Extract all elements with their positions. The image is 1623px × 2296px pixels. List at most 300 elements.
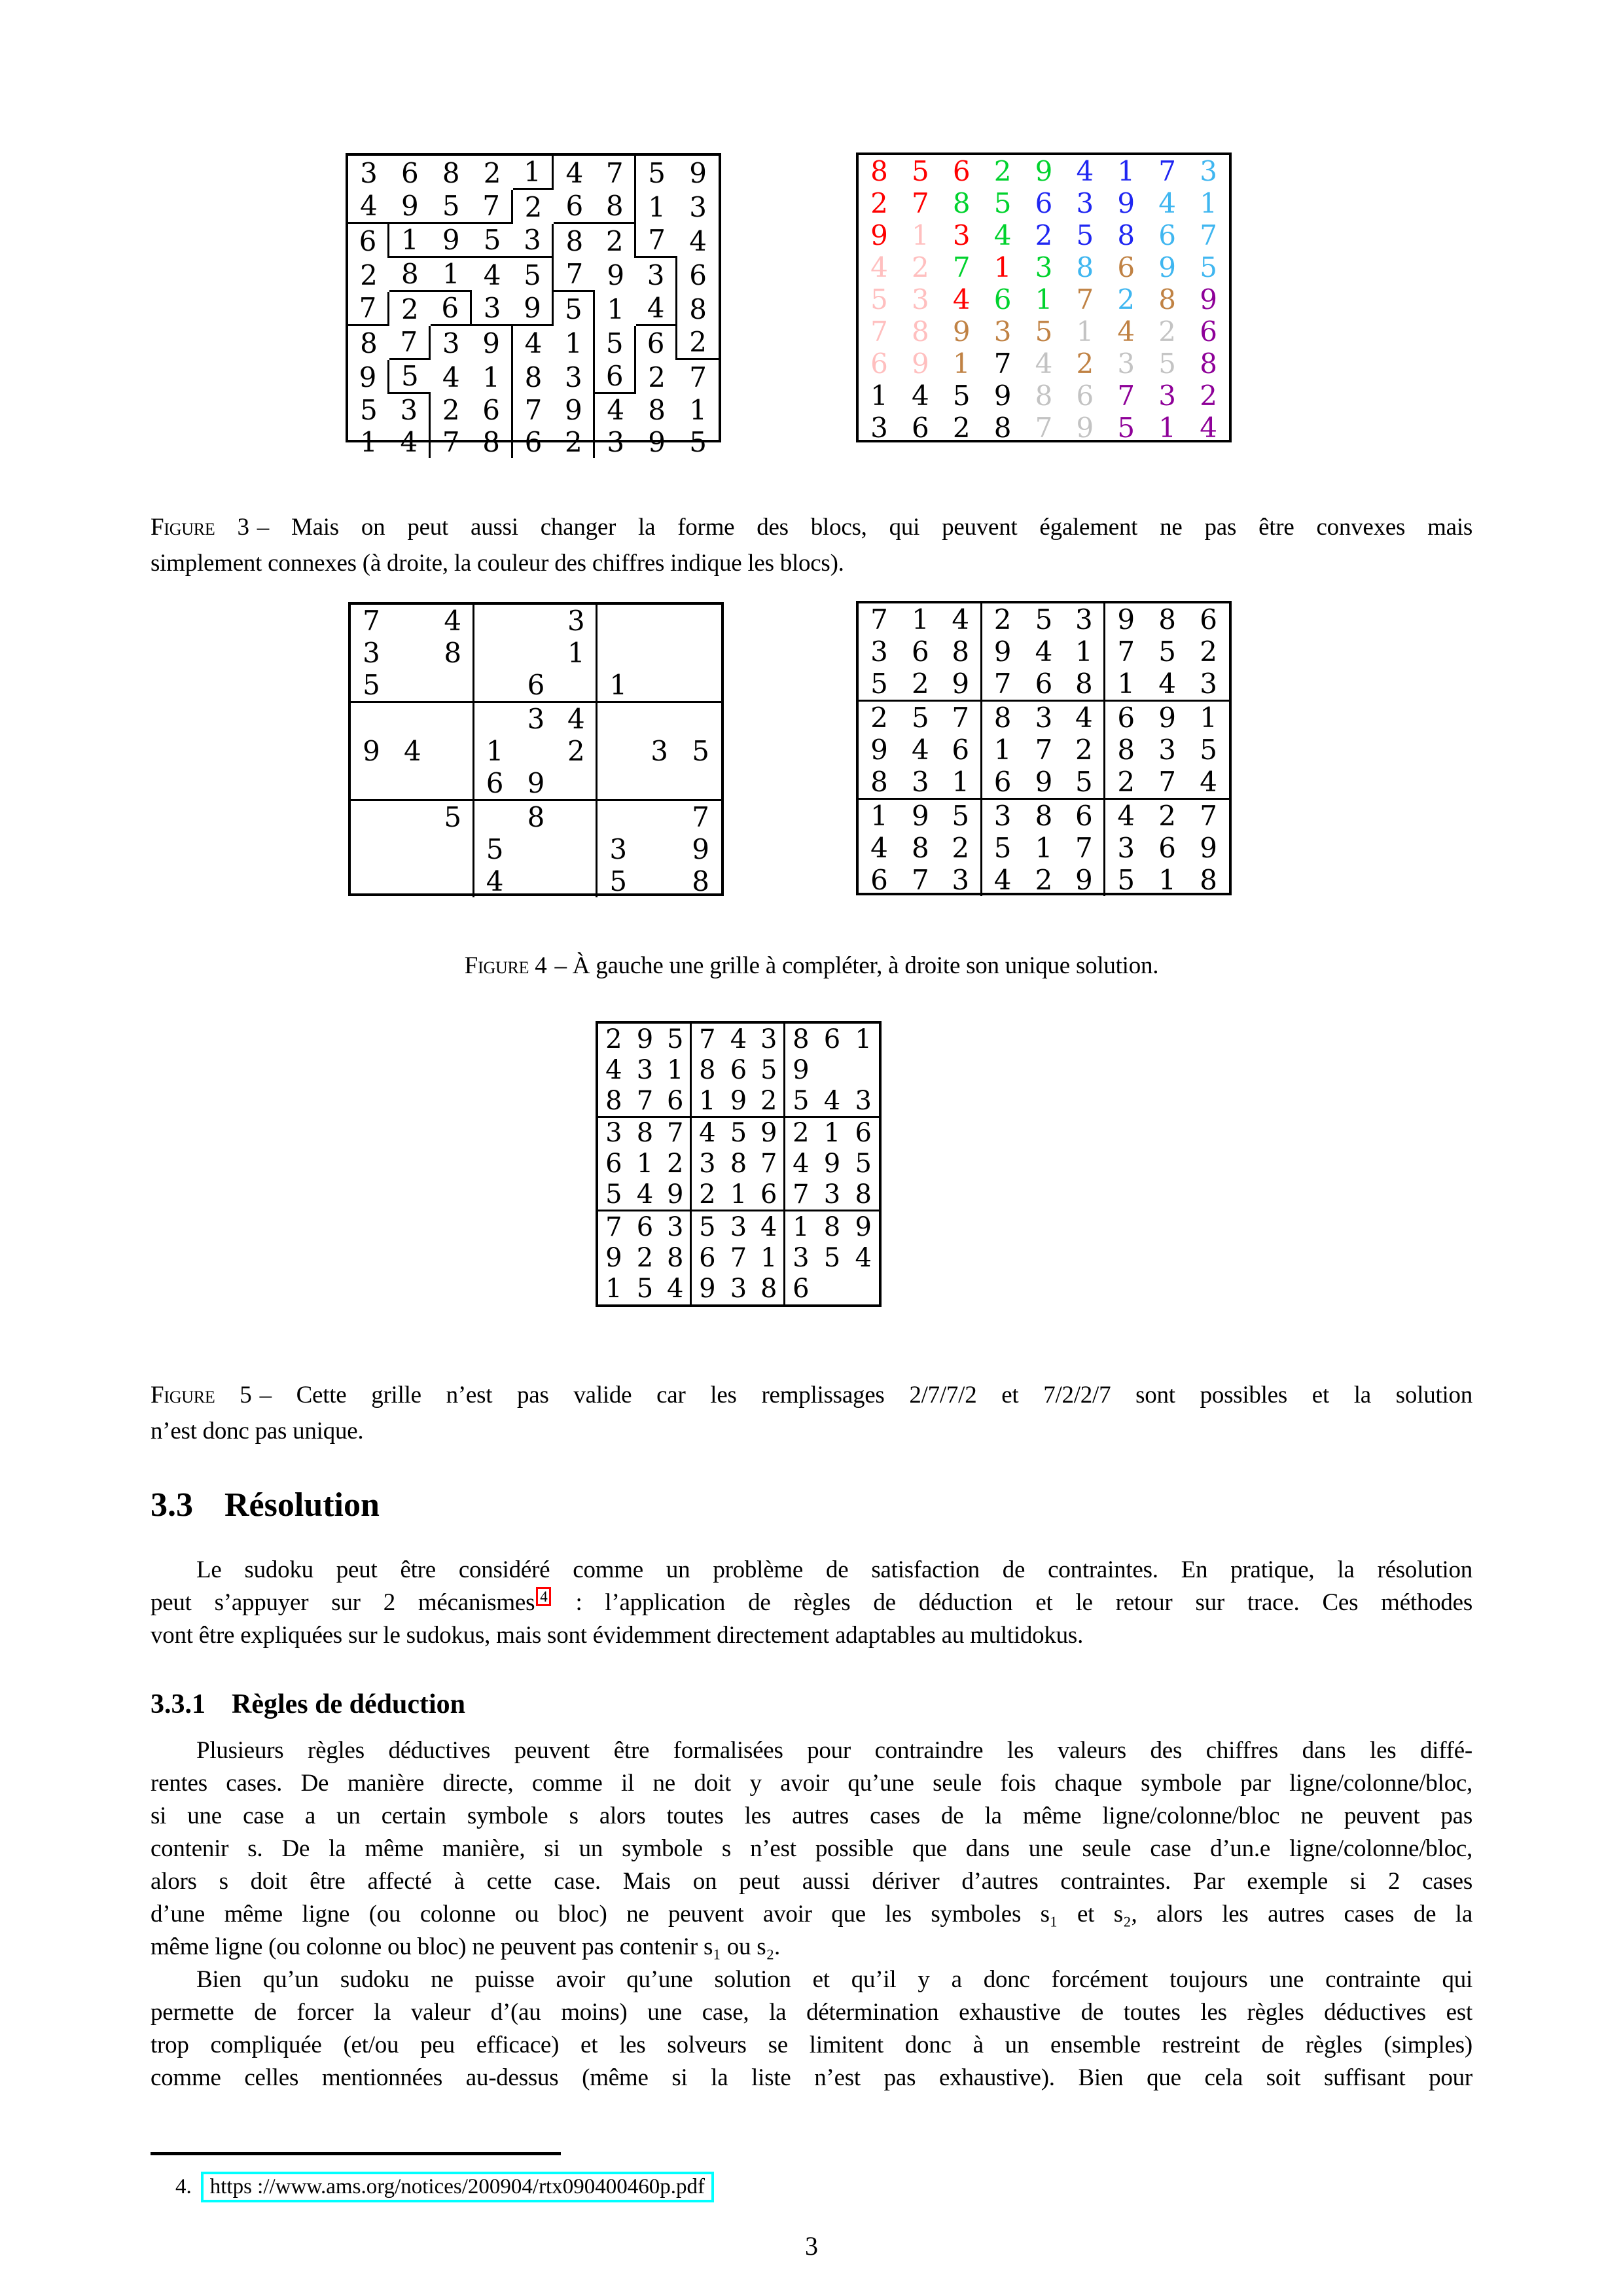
sudoku-cell: 2 — [360, 259, 378, 291]
sudoku-cell: 2 — [648, 361, 666, 393]
sudoku-cell: 8 — [524, 361, 543, 393]
sudoku-cell: 2 — [911, 251, 929, 283]
sudoku-cell: 1 — [870, 800, 888, 832]
sudoku-cell: 2 — [754, 1086, 785, 1118]
sudoku-cell: 1 — [554, 326, 595, 360]
sudoku-cell: 5 — [911, 155, 929, 187]
sudoku-cell: 4 — [1117, 315, 1135, 348]
figure4-caption-text: – À gauche une grille à compléter, à droite son unique solution. — [554, 952, 1159, 979]
sudoku-cell — [556, 833, 597, 865]
sudoku-cell: 7 — [870, 315, 888, 348]
sudoku-cell — [433, 767, 474, 801]
footnote-url-link[interactable]: https ://www.ams.org/notices/200904/rtx090400460p.pdf — [201, 2172, 714, 2202]
sudoku-cell: 1 — [692, 1086, 723, 1118]
sudoku-cell: 5 — [993, 187, 1012, 219]
sudoku-cell — [639, 865, 680, 897]
sudoku-cell: 4 — [855, 1243, 872, 1274]
sudoku-cell: 9 — [723, 1086, 755, 1118]
sudoku-cell: 4 — [689, 224, 707, 257]
sudoku-cell: 9 — [870, 734, 888, 766]
sudoku-cell: 1 — [870, 380, 888, 412]
sudoku-cell: 5 — [648, 156, 666, 189]
sudoku-cell: 3 — [660, 1211, 692, 1242]
body-text-line: d’une même ligne (ou colonne ou bloc) ne peuvent avoir que les symboles s₁ et s₂, alors les autres cases de la — [151, 1901, 1472, 1928]
sudoku-cell: 4 — [1117, 800, 1135, 832]
figure3-colored-digits-sudoku-grid — [856, 152, 1232, 442]
sudoku-cell: 9 — [648, 426, 666, 458]
body-text-line: rentes cases. De manière directe, comme il ne doit y avoir qu’une seule fois chaque symbole par ligne/colonne/bloc, — [151, 1770, 1472, 1797]
sudoku-cell — [433, 669, 474, 703]
sudoku-cell: 6 — [524, 426, 543, 458]
figure5-caption-label: Figure 5 — [151, 1382, 252, 1408]
sudoku-cell: 2 — [605, 1024, 622, 1054]
sudoku-cell: 8 — [793, 1024, 810, 1054]
body-text-line: contenir s. De la même manière, si un symbole s n’est possible que dans une seule case d’un.e ligne/colonne/bloc, — [151, 1835, 1472, 1862]
sudoku-cell: 8 — [1076, 251, 1094, 283]
sudoku-cell: 9 — [1158, 702, 1177, 734]
sudoku-cell: 3 — [952, 219, 971, 251]
sudoku-cell: 1 — [1035, 283, 1053, 315]
sudoku-cell: 2 — [554, 426, 595, 458]
sudoku-cell: 7 — [785, 1179, 817, 1211]
sudoku-cell: 1 — [607, 293, 625, 325]
sudoku-cell: 3 — [556, 605, 597, 637]
sudoku-cell: 1 — [793, 1211, 810, 1242]
sudoku-cell: 5 — [595, 326, 636, 360]
sudoku-cell — [597, 605, 639, 637]
sudoku-cell: 6 — [474, 767, 516, 801]
sudoku-cell: 5 — [754, 1054, 785, 1085]
sudoku-cell: 4 — [754, 1211, 785, 1242]
sudoku-cell — [351, 833, 392, 865]
sudoku-cell: 1 — [1117, 155, 1135, 187]
sudoku-cell: 2 — [1105, 766, 1147, 800]
sudoku-cell: 9 — [692, 833, 709, 865]
sudoku-cell — [680, 637, 721, 669]
sudoku-cell: 5 — [554, 292, 595, 326]
sudoku-cell: 9 — [823, 1149, 841, 1179]
sudoku-cell: 9 — [1024, 766, 1065, 800]
paragraph-deduction-rules — [151, 1734, 1472, 1964]
sudoku-cell — [597, 637, 639, 669]
sudoku-cell: 8 — [433, 637, 474, 669]
sudoku-cell: 4 — [1158, 187, 1177, 219]
section-heading-resolution — [151, 1486, 380, 1524]
sudoku-cell: 8 — [952, 187, 971, 219]
sudoku-cell: 1 — [941, 766, 982, 800]
sudoku-cell: 1 — [556, 637, 597, 669]
figure4-puzzle-sudoku-grid — [348, 602, 724, 896]
sudoku-cell — [817, 1274, 848, 1304]
sudoku-cell — [392, 767, 433, 801]
sudoku-cell: 2 — [660, 1149, 692, 1179]
sudoku-cell: 1 — [431, 258, 472, 292]
sudoku-cell — [351, 703, 392, 735]
sudoku-cell: 7 — [730, 1243, 747, 1274]
section-title: Résolution — [224, 1486, 380, 1524]
sudoku-cell: 9 — [993, 380, 1012, 412]
sudoku-cell: 8 — [699, 1054, 716, 1085]
sudoku-cell: 5 — [1035, 315, 1053, 348]
sudoku-cell: 6 — [870, 864, 888, 896]
sudoku-cell: 6 — [1158, 832, 1177, 864]
sudoku-cell: 1 — [855, 1024, 872, 1054]
sudoku-cell: 6 — [911, 636, 929, 668]
sudoku-cell: 3 — [993, 800, 1012, 832]
sudoku-cell — [351, 767, 392, 801]
sudoku-cell: 2 — [1035, 219, 1053, 251]
sudoku-cell: 3 — [1158, 734, 1177, 766]
figure5-caption-text-line1: – Cette grille n’est pas valide car les remplissages 2/7/7/2 et 7/2/2/7 sont possibles et la solution — [259, 1382, 1473, 1408]
sudoku-cell: 8 — [847, 1179, 879, 1211]
sudoku-cell: 2 — [793, 1118, 810, 1149]
page-number: 3 — [805, 2231, 818, 2261]
subsection-heading-regles-de-deduction — [151, 1689, 465, 1720]
sudoku-cell — [639, 669, 680, 703]
sudoku-cell: 1 — [1158, 412, 1177, 444]
sudoku-cell: 1 — [472, 360, 513, 394]
sudoku-cell: 4 — [1200, 412, 1217, 444]
sudoku-cell: 5 — [1200, 251, 1217, 283]
sudoku-cell: 9 — [516, 767, 557, 801]
figure3-caption — [151, 509, 1472, 581]
sudoku-cell: 6 — [472, 394, 513, 426]
sudoku-cell: 7 — [363, 605, 380, 637]
sudoku-cell: 1 — [605, 1274, 622, 1304]
sudoku-cell — [351, 865, 392, 897]
sudoku-cell: 5 — [870, 283, 888, 315]
sudoku-cell: 9 — [941, 668, 982, 702]
sudoku-cell: 1 — [513, 156, 554, 190]
sudoku-cell: 4 — [389, 426, 431, 458]
sudoku-cell: 3 — [389, 394, 431, 426]
sudoku-cell — [433, 865, 474, 897]
sudoku-cell: 4 — [1035, 348, 1053, 380]
sudoku-cell: 2 — [1076, 348, 1094, 380]
sudoku-cell — [516, 605, 557, 637]
sudoku-cell: 1 — [597, 669, 639, 703]
sudoku-cell: 1 — [486, 735, 504, 767]
sudoku-cell — [639, 637, 680, 669]
sudoku-cell: 7 — [754, 1149, 785, 1179]
section-number: 3.3 — [151, 1486, 193, 1524]
sudoku-cell: 5 — [513, 258, 554, 292]
sudoku-cell: 2 — [900, 668, 941, 702]
sudoku-cell: 5 — [1076, 219, 1094, 251]
sudoku-cell: 7 — [660, 1118, 692, 1149]
sudoku-cell: 9 — [348, 360, 389, 394]
sudoku-cell — [474, 703, 516, 735]
sudoku-cell: 6 — [952, 155, 971, 187]
sudoku-cell: 6 — [636, 1211, 654, 1242]
paragraph-solver-limits — [151, 1964, 1472, 2094]
sudoku-cell: 5 — [1200, 734, 1217, 766]
sudoku-cell: 4 — [565, 156, 584, 189]
sudoku-cell: 3 — [1188, 668, 1229, 702]
figure5-invalid-sudoku-grid — [596, 1021, 882, 1307]
sudoku-cell: 5 — [730, 1118, 747, 1149]
sudoku-cell: 5 — [389, 360, 431, 394]
sudoku-cell: 4 — [556, 703, 597, 735]
sudoku-cell — [516, 833, 557, 865]
sudoku-cell — [639, 833, 680, 865]
sudoku-cell — [392, 637, 433, 669]
sudoku-cell: 7 — [1117, 380, 1135, 412]
sudoku-cell: 4 — [403, 735, 421, 767]
sudoku-cell: 9 — [754, 1118, 785, 1149]
sudoku-cell: 8 — [598, 1086, 630, 1118]
sudoku-cell: 1 — [993, 251, 1012, 283]
sudoku-cell: 3 — [607, 426, 625, 458]
sudoku-cell: 3 — [636, 1054, 654, 1085]
sudoku-cell: 4 — [1064, 702, 1105, 734]
sudoku-cell: 7 — [472, 190, 513, 224]
sudoku-cell — [556, 767, 597, 801]
body-text-line: alors s doit être affecté à cette case. Mais on peut aussi dériver d’autres contraintes. Par exemple si 2 cases — [151, 1868, 1472, 1895]
sudoku-cell: 2 — [870, 187, 888, 219]
sudoku-cell: 8 — [689, 293, 707, 325]
sudoku-cell: 8 — [1035, 800, 1053, 832]
sudoku-cell: 4 — [911, 734, 929, 766]
sudoku-cell: 8 — [1158, 603, 1177, 636]
sudoku-cell: 8 — [1117, 219, 1135, 251]
sudoku-cell: 8 — [648, 394, 666, 426]
sudoku-cell: 7 — [952, 251, 971, 283]
sudoku-cell — [639, 703, 680, 735]
figure5-caption-text-line2: n’est donc pas unique. — [151, 1418, 364, 1444]
sudoku-cell: 8 — [993, 412, 1012, 444]
sudoku-cell: 6 — [941, 734, 982, 766]
sudoku-cell: 3 — [911, 283, 929, 315]
sudoku-cell: 3 — [363, 637, 380, 669]
sudoku-cell: 8 — [911, 315, 929, 348]
sudoku-cell: 2 — [1117, 283, 1135, 315]
sudoku-cell: 4 — [483, 259, 501, 291]
sudoku-cell: 3 — [554, 360, 595, 394]
sudoku-cell: 6 — [855, 1118, 872, 1149]
sudoku-cell: 1 — [660, 1054, 692, 1085]
sudoku-cell: 3 — [1064, 603, 1105, 636]
sudoku-cell: 9 — [911, 348, 929, 380]
sudoku-cell: 7 — [630, 1086, 661, 1118]
sudoku-cell — [680, 767, 721, 801]
sudoku-cell: 9 — [911, 800, 929, 832]
sudoku-cell: 9 — [636, 1024, 654, 1054]
sudoku-cell: 5 — [433, 801, 474, 833]
sudoku-cell: 6 — [1064, 800, 1105, 832]
sudoku-cell: 2 — [1158, 800, 1177, 832]
sudoku-cell — [680, 669, 721, 703]
sudoku-cell: 5 — [636, 1274, 654, 1304]
sudoku-cell: 4 — [911, 380, 929, 412]
subsection-number: 3.3.1 — [151, 1689, 205, 1719]
sudoku-cell: 7 — [636, 224, 677, 258]
sudoku-cell — [639, 605, 680, 637]
sudoku-cell: 3 — [513, 224, 554, 258]
sudoku-cell: 1 — [823, 1118, 841, 1149]
sudoku-cell: 7 — [1076, 283, 1094, 315]
sudoku-cell: 4 — [1035, 636, 1053, 668]
sudoku-cell: 3 — [1200, 155, 1217, 187]
sudoku-cell: 9 — [389, 190, 431, 224]
sudoku-cell: 9 — [870, 219, 888, 251]
sudoku-cell: 2 — [1200, 380, 1217, 412]
sudoku-cell: 5 — [472, 224, 513, 258]
sudoku-cell: 9 — [431, 224, 472, 258]
sudoku-cell — [392, 833, 433, 865]
body-text-segment: peut s’appuyer sur 2 mécanismes — [151, 1589, 535, 1616]
sudoku-cell: 5 — [351, 669, 392, 703]
sudoku-cell: 1 — [993, 734, 1012, 766]
sudoku-cell: 6 — [993, 283, 1012, 315]
sudoku-cell: 4 — [699, 1118, 716, 1149]
figure5-caption — [151, 1377, 1472, 1449]
sudoku-cell: 8 — [941, 636, 982, 668]
sudoku-cell — [597, 801, 639, 833]
sudoku-cell: 5 — [1117, 412, 1135, 444]
sudoku-cell: 7 — [595, 156, 636, 190]
paragraph-resolution-intro — [151, 1554, 1472, 1652]
sudoku-cell: 9 — [472, 326, 513, 360]
sudoku-cell: 1 — [389, 224, 431, 258]
sudoku-cell — [474, 801, 516, 833]
sudoku-cell — [597, 703, 639, 735]
sudoku-cell: 6 — [1158, 219, 1177, 251]
sudoku-cell: 6 — [730, 1054, 747, 1085]
sudoku-cell: 4 — [660, 1274, 692, 1304]
sudoku-cell — [639, 801, 680, 833]
sudoku-cell — [516, 865, 557, 897]
sudoku-cell: 9 — [1117, 603, 1135, 636]
sudoku-cell: 2 — [556, 735, 597, 767]
sudoku-cell: 8 — [660, 1242, 692, 1273]
sudoku-cell: 5 — [692, 735, 709, 767]
body-text-line: comme celles mentionnées au-dessus (même si la liste n’est pas exhaustive). Bien que cela soit suffisant pour — [151, 2064, 1472, 2091]
sudoku-cell: 4 — [993, 864, 1012, 896]
sudoku-cell: 8 — [692, 865, 709, 897]
sudoku-cell: 3 — [360, 156, 378, 189]
sudoku-cell: 1 — [723, 1179, 755, 1211]
sudoku-cell — [556, 865, 597, 897]
sudoku-cell — [680, 605, 721, 637]
sudoku-cell: 4 — [1188, 766, 1229, 800]
sudoku-cell — [474, 637, 516, 669]
sudoku-cell: 4 — [524, 327, 543, 359]
body-text-line: Bien qu’un sudoku ne puisse avoir qu’une solution et qu’il y a donc forcément toujours une contrainte qui — [196, 1966, 1472, 1993]
sudoku-cell: 9 — [513, 292, 554, 326]
sudoku-cell: 6 — [1076, 380, 1094, 412]
sudoku-cell: 8 — [823, 1211, 841, 1242]
sudoku-cell: 3 — [442, 327, 460, 359]
sudoku-cell: 6 — [793, 1274, 810, 1304]
sudoku-cell: 1 — [1064, 636, 1105, 668]
sudoku-cell: 5 — [1158, 636, 1177, 668]
sudoku-cell: 5 — [1064, 766, 1105, 800]
sudoku-cell: 9 — [793, 1054, 810, 1085]
sudoku-cell: 9 — [1158, 251, 1177, 283]
sudoku-cell: 6 — [605, 1149, 622, 1179]
sudoku-cell: 9 — [689, 156, 707, 189]
sudoku-cell: 7 — [1035, 734, 1053, 766]
sudoku-cell: 8 — [859, 766, 900, 800]
sudoku-cell: 5 — [1117, 864, 1135, 896]
sudoku-cell: 8 — [565, 224, 584, 257]
sudoku-cell: 5 — [859, 668, 900, 702]
sudoku-cell: 2 — [1158, 315, 1177, 348]
sudoku-cell: 3 — [847, 1086, 879, 1118]
sudoku-cell: 3 — [609, 833, 628, 865]
footnote — [151, 2172, 1472, 2202]
sudoku-cell: 1 — [952, 348, 971, 380]
sudoku-cell: 1 — [911, 219, 929, 251]
sudoku-cell: 1 — [636, 1149, 654, 1179]
sudoku-cell: 3 — [1076, 187, 1094, 219]
sudoku-cell: 4 — [1076, 155, 1094, 187]
sudoku-cell: 3 — [754, 1024, 785, 1054]
sudoku-cell: 5 — [660, 1024, 692, 1054]
sudoku-cell: 6 — [348, 224, 389, 258]
sudoku-cell: 7 — [1117, 636, 1135, 668]
sudoku-cell: 8 — [389, 258, 431, 292]
sudoku-cell: 3 — [870, 412, 888, 444]
figure4-caption — [151, 948, 1472, 984]
sudoku-cell: 2 — [442, 394, 460, 426]
sudoku-cell: 4 — [433, 605, 474, 637]
sudoku-cell: 4 — [793, 1149, 810, 1179]
sudoku-cell: 5 — [1158, 348, 1177, 380]
sudoku-cell: 7 — [1200, 800, 1217, 832]
sudoku-cell: 7 — [1200, 219, 1217, 251]
sudoku-cell: 8 — [442, 156, 460, 189]
sudoku-cell: 7 — [1158, 155, 1177, 187]
sudoku-cell: 5 — [785, 1086, 817, 1118]
sudoku-cell: 9 — [1064, 864, 1105, 896]
sudoku-cell: 6 — [1200, 315, 1217, 348]
sudoku-cell — [597, 767, 639, 801]
sudoku-cell — [556, 669, 597, 703]
sudoku-cell: 4 — [730, 1024, 747, 1054]
sudoku-cell: 2 — [1064, 734, 1105, 766]
sudoku-cell: 3 — [636, 258, 677, 292]
sudoku-cell — [392, 703, 433, 735]
sudoku-cell: 2 — [941, 832, 982, 864]
sudoku-cell: 5 — [699, 1211, 716, 1242]
sudoku-cell: 2 — [993, 603, 1012, 636]
sudoku-cell — [392, 865, 433, 897]
footnote-marker-link[interactable]: 4 — [536, 1587, 551, 1606]
body-text-line: vont être expliquées sur le sudokus, mais sont évidemment directement adaptables au multidokus. — [151, 1622, 1084, 1649]
body-text-segment: : l’application de règles de déduction et le retour sur trace. Ces méthodes — [552, 1589, 1472, 1616]
sudoku-cell: 6 — [1117, 251, 1135, 283]
sudoku-cell: 7 — [389, 326, 431, 360]
sudoku-cell: 1 — [1035, 832, 1053, 864]
sudoku-cell: 6 — [689, 259, 707, 291]
sudoku-cell: 9 — [855, 1211, 872, 1242]
sudoku-cell: 6 — [516, 669, 557, 703]
sudoku-cell: 8 — [1158, 283, 1177, 315]
sudoku-cell: 7 — [870, 603, 888, 636]
sudoku-cell: 7 — [941, 702, 982, 734]
sudoku-cell: 8 — [993, 702, 1012, 734]
sudoku-cell — [817, 1054, 848, 1085]
sudoku-cell: 3 — [651, 735, 669, 767]
sudoku-cell: 3 — [730, 1274, 747, 1304]
body-text-line: trop compliquée (et/ou peu efficace) et les solveurs se limitent donc à un ensemble restreint de règles (simples) — [151, 2032, 1472, 2058]
sudoku-cell: 2 — [1200, 636, 1217, 668]
sudoku-cell: 7 — [1035, 412, 1053, 444]
sudoku-cell: 8 — [636, 1118, 654, 1149]
sudoku-cell: 3 — [817, 1179, 848, 1211]
